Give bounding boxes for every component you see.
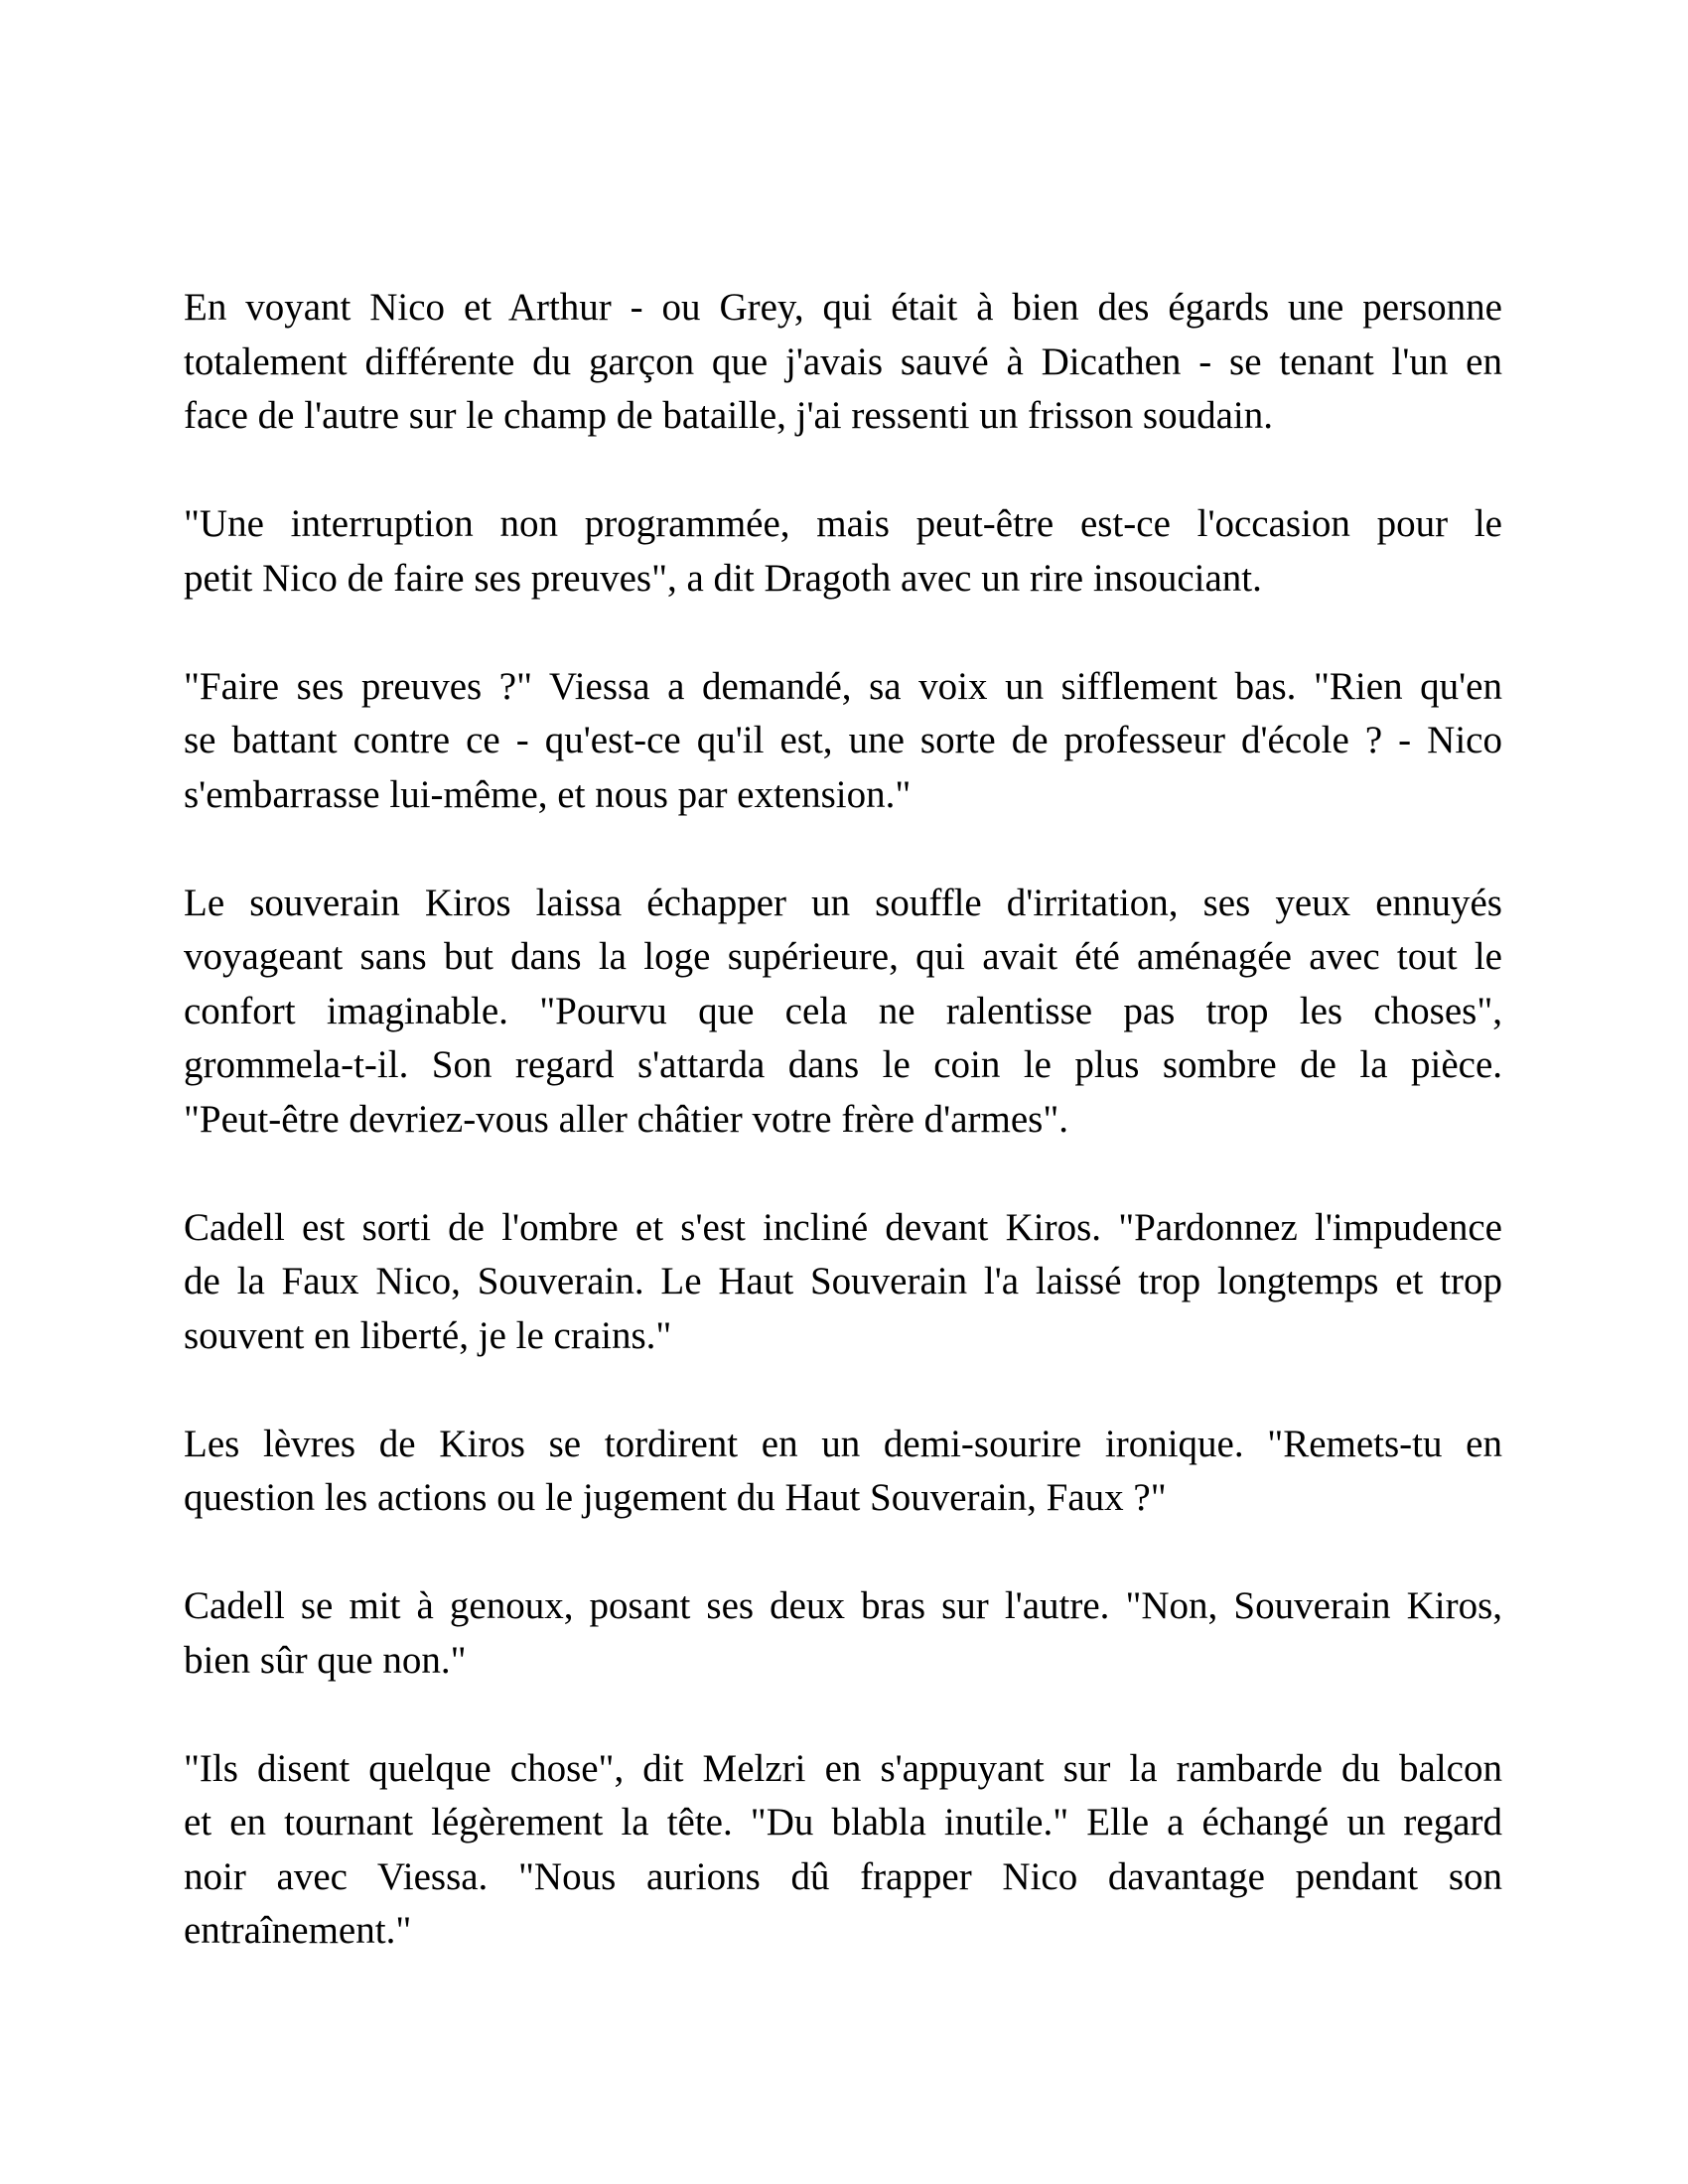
paragraph	[184, 660, 1502, 823]
text-line: "Peut-être devriez-vous aller châtier votre frère d'armes".	[184, 1097, 1069, 1141]
text-line: de la Faux Nico, Souverain. Le Haut Souverain l'a laissé trop longtemps et trop	[184, 1260, 1502, 1302]
text-line: Cadell se mit à genoux, posant ses deux bras sur l'autre. "Non, Souverain Kiros,	[184, 1584, 1502, 1627]
paragraph	[184, 1201, 1502, 1364]
text-line: Cadell est sorti de l'ombre et s'est incliné devant Kiros. "Pardonnez l'impudence	[184, 1205, 1502, 1249]
paragraph	[184, 1579, 1502, 1688]
text-line: Les lèvres de Kiros se tordirent en un demi-sourire ironique. "Remets-tu en	[184, 1422, 1502, 1465]
document-body	[184, 281, 1502, 2012]
text-line: "Une interruption non programmée, mais peut-être est-ce l'occasion pour le	[184, 502, 1502, 545]
text-line: souvent en liberté, je le crains."	[184, 1313, 672, 1357]
paragraph	[184, 497, 1502, 606]
text-line: bien sûr que non."	[184, 1638, 467, 1682]
text-line: et en tournant légèrement la tête. "Du blabla inutile." Elle a échangé un regard	[184, 1801, 1502, 1843]
text-line: Le souverain Kiros laissa échapper un souffle d'irritation, ses yeux ennuyés	[184, 881, 1502, 924]
text-line: En voyant Nico et Arthur - ou Grey, qui était à bien des égards une personne	[184, 286, 1502, 329]
text-line: grommela-t-il. Son regard s'attarda dans le coin le plus sombre de la pièce.	[184, 1043, 1502, 1086]
text-line: question les actions ou le jugement du Haut Souverain, Faux ?"	[184, 1476, 1167, 1519]
paragraph	[184, 1418, 1502, 1526]
text-line: confort imaginable. "Pourvu que cela ne ralentisse pas trop les choses",	[184, 989, 1502, 1032]
text-line: voyageant sans but dans la loge supérieure, qui avait été aménagée avec tout le	[184, 935, 1502, 978]
text-line: "Ils disent quelque chose", dit Melzri en s'appuyant sur la rambarde du balcon	[184, 1746, 1502, 1790]
paragraph	[184, 877, 1502, 1148]
paragraph	[184, 281, 1502, 444]
paragraph	[184, 1742, 1502, 1959]
text-line: entraînement."	[184, 1909, 412, 1952]
text-line: totalement différente du garçon que j'avais sauvé à Dicathen - se tenant l'un en	[184, 340, 1502, 383]
text-line: face de l'autre sur le champ de bataille, j'ai ressenti un frisson soudain.	[184, 394, 1274, 437]
text-line: "Faire ses preuves ?" Viessa a demandé, sa voix un sifflement bas. "Rien qu'en	[184, 664, 1502, 708]
text-line: se battant contre ce - qu'est-ce qu'il est, une sorte de professeur d'école ? - Nico	[184, 719, 1502, 761]
text-line: petit Nico de faire ses preuves", a dit Dragoth avec un rire insouciant.	[184, 556, 1262, 600]
text-line: s'embarrasse lui-même, et nous par extension."	[184, 772, 912, 816]
text-line: noir avec Viessa. "Nous aurions dû frapper Nico davantage pendant son	[184, 1854, 1502, 1898]
